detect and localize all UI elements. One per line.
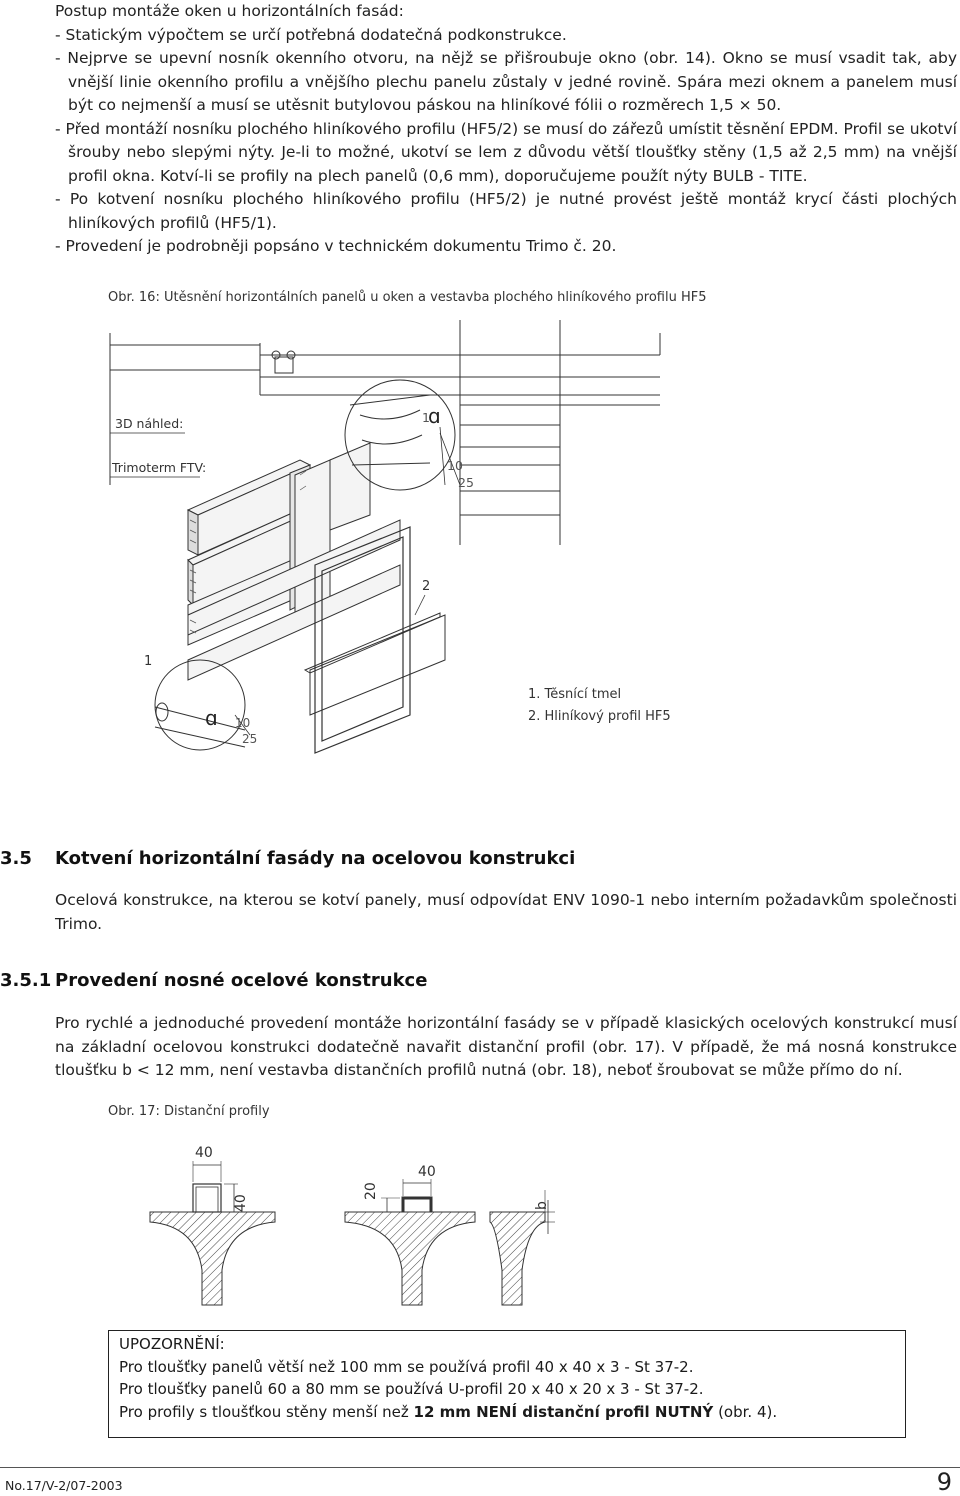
warning-line-3-bold: 12 mm NENÍ distanční profil NUTNÝ (413, 1402, 714, 1421)
figure16-drawing (100, 315, 920, 815)
warning-line-3 (119, 1401, 895, 1424)
warning-title: UPOZORNĚNÍ: (119, 1335, 225, 1353)
intro-bullet-2: - Nejprve se upevní nosník okenního otvoru, na nějž se přišroubuje okno (obr. 14). Okno se musí vsadit tak, aby vnější linie okenního profilu a vnějšího plechu panelu zůstaly v jedné rovině. Spára mezi oknem a panelem musí být co nejmenší a musí se utěsnit butylovou páskou na hliníkové fólii o rozměrech 1,5 × 50. (55, 49, 957, 114)
section-3-5-1-text: Pro rychlé a jednoduché provedení montáže horizontální fasády se v případě klasických ocelových konstrukcí musí na základní ocelovou konstrukci dodatečně navařit distanční profil (obr. 17). V případě, že má nosná konstrukce tloušťku b < 12 mm, není vestavba distančních profilů nutná (obr. 18), neboť šroubovat se může přímo do ní. (55, 1014, 957, 1079)
callout-1-bottom: 1 (144, 654, 153, 669)
footer-doc-code: No.17/V-2/07-2003 (5, 1478, 123, 1493)
legend-item-2: 2. Hliníkový profil HF5 (528, 709, 671, 724)
warning-box (108, 1330, 906, 1438)
seal-glyph-bottom: ɑ (205, 706, 218, 730)
intro-bullet-4: - Po kotvení nosníku plochého hliníkového profilu (HF5/2) je nutné provést ještě montáž krycí části plochých hliníkových profilů (HF5/1). (55, 190, 957, 232)
figure17-caption: Obr. 17: Distanční profily (108, 1104, 270, 1119)
label-3d: 3D náhled: (115, 416, 184, 431)
section-3-5-1-number: 3.5.1 (0, 970, 52, 991)
dim-a-height: 40 (233, 1194, 249, 1212)
intro-bullet-1: - Statickým výpočtem se určí potřebná dodatečná podkonstrukce. (55, 25, 567, 44)
dim-25-top: 25 (458, 475, 474, 490)
figure16-caption: Obr. 16: Utěsnění horizontálních panelů u oken a vestavba plochého hliníkového profilu HF5 (108, 290, 707, 305)
dim-b-height: 20 (363, 1182, 379, 1200)
figure16-legend (528, 684, 671, 728)
dim-25-bottom: 25 (242, 732, 258, 746)
footer-page-number: 9 (936, 1468, 952, 1496)
callout-1-top: 1 (422, 410, 430, 425)
callout-2: 2 (422, 579, 431, 594)
label-trimoterm: Trimoterm FTV: (112, 460, 207, 475)
intro-block (55, 0, 957, 259)
dim-b-width: 40 (418, 1164, 436, 1180)
seal-glyph-top: ɑ (428, 404, 441, 428)
section-3-5-1-title: Provedení nosné ocelové konstrukce (55, 970, 428, 991)
warning-line-3-post: (obr. 4). (713, 1402, 778, 1421)
footer-rule (0, 1467, 960, 1468)
warning-line-1: Pro tloušťky panelů větší než 100 mm se používá profil 40 x 40 x 3 - St 37-2. (119, 1357, 694, 1376)
section-3-5-title: Kotvení horizontální fasády na ocelovou konstrukci (55, 848, 576, 869)
legend-item-1: 1. Těsnící tmel (528, 687, 622, 702)
figure17-drawing (100, 1130, 600, 1310)
fixing-detail (272, 351, 295, 373)
intro-title: Postup montáže oken u horizontálních fasád: (55, 2, 404, 20)
section-3-5-number: 3.5 (0, 848, 32, 869)
warning-line-3-pre: Pro profily s tloušťkou stěny menší než (119, 1402, 414, 1421)
window-frame (305, 613, 445, 715)
intro-bullet-5: - Provedení je podrobněji popsáno v technickém dokumentu Trimo č. 20. (55, 237, 617, 255)
dim-c: b (534, 1201, 550, 1210)
dim-10-top: 10 (447, 458, 463, 473)
panel-3d-group (188, 443, 400, 680)
dim-10-bottom: 10 (235, 716, 251, 730)
profile-a (150, 1161, 275, 1305)
intro-bullet-3: - Před montáží nosníku plochého hliníkového profilu (HF5/2) se musí do zářezů umístit těsnění EPDM. Profil se ukotví šrouby nebo slepými nýty. Je-li to možné, ukotví se lem z důvodu větší tloušťky stěny (1,5 až 2,5 mm) na vnější profil okna. Kotví-li se profily na plech panelů (0,6 mm), doporučujeme použít nýty BULB - TITE. (55, 119, 957, 185)
section-3-5-text: Ocelová konstrukce, na kterou se kotví panely, musí odpovídat ENV 1090-1 nebo interním požadavkům společnosti Trimo. (55, 891, 957, 933)
warning-line-2: Pro tloušťky panelů 60 a 80 mm se používá U-profil 20 x 40 x 20 x 3 - St 37-2. (119, 1380, 704, 1398)
dim-a-width: 40 (195, 1145, 213, 1161)
